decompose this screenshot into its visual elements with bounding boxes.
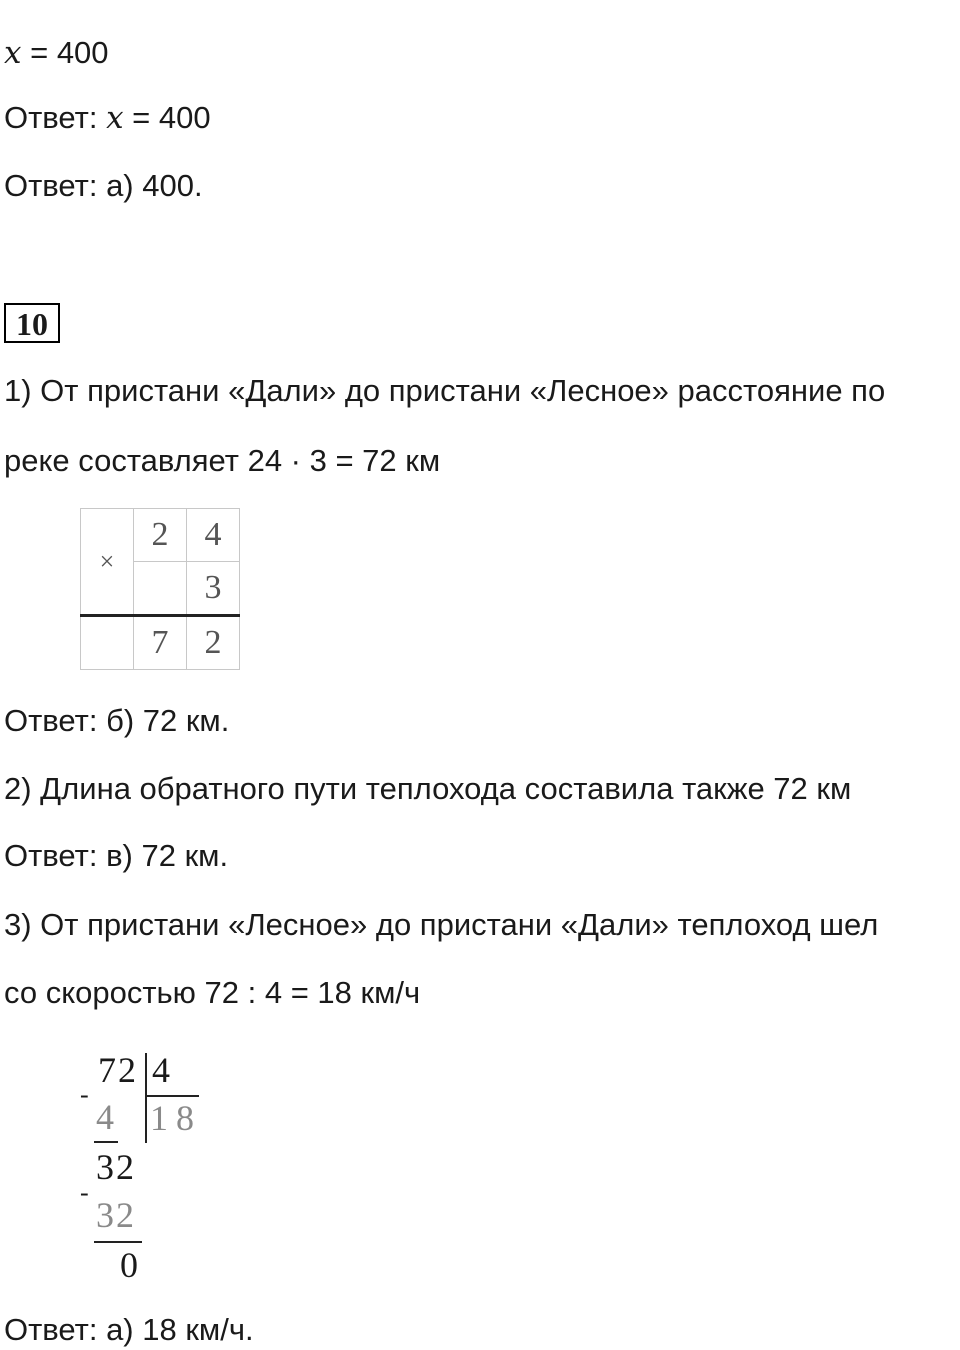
subtrahend-2: 32 [96,1195,136,1235]
step3-line2: со скоростью 72 : 4 = 18 км/ч [4,975,421,1010]
mult-result-digit: 7 [134,616,187,670]
remainder-1: 32 [96,1147,136,1187]
final-remainder: 0 [120,1245,138,1285]
variable-x: x [106,100,124,136]
division-bar-vertical [145,1053,147,1143]
mult-digit: 3 [187,562,240,616]
long-division [78,1045,218,1285]
step2: 2) Длина обратного пути теплохода составила также 72 км [4,771,852,806]
line-answer-a-400: Ответ: а) 400. [4,168,203,203]
multiplication-table [80,508,240,670]
step1-line2: реке составляет 24 · 3 = 72 км [4,443,441,478]
x-value: = 400 [21,35,109,70]
answer-b: Ответ: б) 72 км. [4,703,230,738]
minus-sign: - [80,1080,89,1109]
mult-result-cell [81,616,134,670]
step1-line1: 1) От пристани «Дали» до пристани «Лесное» расстояние по [4,373,886,408]
step3-line1: 3) От пристани «Лесное» до пристани «Дали» теплоход шел [4,907,879,942]
dividend: 72 [98,1050,138,1090]
mult-digit: 4 [187,509,240,562]
subtrahend-1: 4 [96,1097,114,1137]
divisor: 4 [152,1050,170,1090]
subtract-line-2 [94,1241,142,1243]
variable-x: x [4,35,22,71]
multiply-sign: × [81,509,134,616]
answer-v: Ответ: в) 72 км. [4,838,229,873]
line-answer-x [4,98,211,138]
answer-prefix: Ответ: [4,100,107,135]
mult-digit: 2 [134,509,187,562]
mult-result-digit: 2 [187,616,240,670]
answer-a-speed: Ответ: а) 18 км/ч. [4,1312,254,1347]
line-x-equals [4,33,109,73]
task-number-box: 10 [4,303,60,343]
division-bar-horizontal [145,1095,199,1097]
mult-digit [134,562,187,616]
minus-sign: - [80,1178,89,1207]
quotient: 18 [150,1098,202,1138]
answer-value: = 400 [123,100,211,135]
subtract-line-1 [94,1141,118,1143]
